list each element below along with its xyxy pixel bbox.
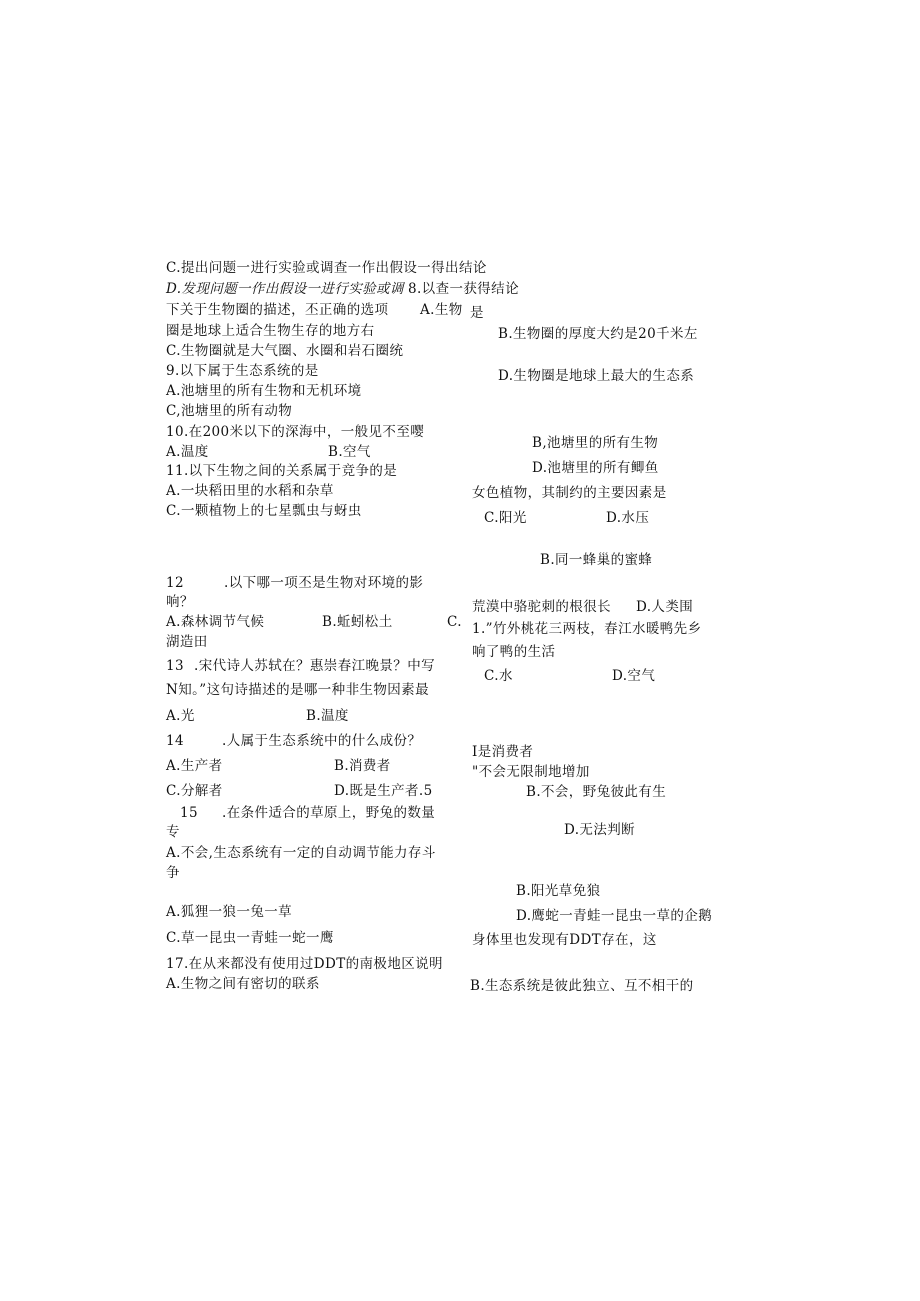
text-line: D.生物圈是地球上最大的生态系 (498, 368, 695, 384)
text-line: 8.以查一获得结论 (408, 281, 519, 297)
text-line: 1.”竹外桃花三两枝，春江水暖鸭先乡 (472, 621, 702, 637)
text-line: 身体里也发现有DDT存在，这 (472, 932, 657, 948)
text-line: A.生物之间有密切的联系 (166, 976, 320, 992)
text-line: A.生物 (420, 302, 463, 318)
text-line: B.空气 (328, 444, 371, 460)
text-line: 17.在从来都没有使用过DDT的南极地区说明 (166, 956, 443, 972)
text-line: C.分解者 (166, 783, 223, 799)
text-line: B.阳光草免狼 (516, 883, 601, 899)
text-line: B.生态系统是彼此独立、互不相干的 (470, 978, 694, 994)
text-line: B.不会，野兔彼此有生 (526, 784, 667, 800)
text-line: D.既是生产者.5 (334, 783, 433, 799)
text-line: D.鹰蛇一青蛙一昆虫一草的企鹅 (516, 908, 713, 924)
text-line: D.水压 (606, 510, 650, 526)
text-line: "不会无限制地增加 (472, 764, 590, 780)
text-line: B.生物圈的厚度大约是20千米左 (498, 326, 698, 342)
text-line: C,池塘里的所有动物 (166, 403, 293, 419)
text-line: D.无法判断 (564, 822, 636, 838)
text-line: A.不会,生态系统有一定的自动调节能力存斗 (166, 845, 436, 861)
text-line: 14 (166, 733, 184, 749)
text-line: C.草一昆虫一青蛙一蛇一鹰 (166, 930, 334, 946)
text-line: 响？ (166, 594, 194, 610)
text-line: .宋代诗人苏轼在？惠崇春江晚景？中写 (194, 658, 435, 674)
text-line: 10.在200米以下的深海中，一般见不至嘤 (166, 424, 425, 440)
text-line: .以下哪一项丕是生物对环境的影 (224, 575, 424, 591)
text-line: B.同一蜂巢的蜜蜂 (540, 552, 653, 568)
text-line: 女色植物，其制约的主要因素是 (472, 485, 667, 501)
text-line: B,池塘里的所有生物 (532, 435, 659, 451)
text-line: C.水 (484, 668, 513, 684)
text-line: B.消费者 (334, 758, 391, 774)
text-line: D.空气 (612, 668, 656, 684)
text-line: 是 (470, 305, 484, 321)
text-line: D.人类围 (636, 599, 694, 615)
text-line: A.池塘里的所有生物和无机环境 (166, 383, 362, 399)
text-line: C.提出问题一进行实验或调查一作出假设一得出结论 (166, 260, 487, 276)
text-line: D.池塘里的所有鲫鱼 (532, 460, 659, 476)
text-line: C.生物圈就是大气圈、水圈和岩石圈统 (166, 343, 404, 359)
text-line: 争 (166, 865, 180, 881)
text-line: 9.以下属于生态系统的是 (166, 363, 319, 379)
text-line: 下关于生物圈的描述，丕正确的选项 (166, 302, 389, 318)
text-line: A.光 (166, 708, 195, 724)
text-line: 荒漠中骆驼刺的根很长 (472, 599, 611, 615)
text-line: 11.以下生物之间的关系属于竞争的是 (166, 463, 398, 479)
text-line: A.狐狸一狼一兔一草 (166, 904, 293, 920)
text-line: 15 (180, 805, 198, 821)
text-line: N知。”这句诗描述的是哪一种非生物因素最 (166, 682, 429, 698)
text-line: I是消费者 (472, 744, 534, 760)
text-line: 专 (166, 824, 180, 840)
text-line: .在条件适合的草原上，野兔的数量 (222, 805, 436, 821)
text-line: B.蚯蚓松土 (322, 614, 393, 630)
text-line: C. (447, 614, 462, 630)
text-line: A.温度 (166, 444, 209, 460)
text-line: 12 (166, 575, 184, 591)
text-line: 圈是地球上适合生物生存的地方右 (166, 323, 375, 339)
text-line: C.阳光 (484, 510, 527, 526)
text-line: B.温度 (306, 708, 349, 724)
text-line: C.一颗植物上的七星瓢虫与蚜虫 (166, 503, 362, 519)
text-line: D.发现问题一作出假设一进行实验或调 (166, 281, 404, 297)
text-line: A.森林调节气候 (166, 614, 265, 630)
text-line: 湖造田 (166, 634, 208, 650)
text-line: 13 (166, 658, 184, 674)
text-line: A.生产者 (166, 758, 223, 774)
text-line: .人属于生态系统中的什么成份？ (222, 733, 422, 749)
text-line: 响了鸭的生活 (472, 644, 556, 660)
text-line: A.一块稻田里的水稻和杂草 (166, 483, 334, 499)
